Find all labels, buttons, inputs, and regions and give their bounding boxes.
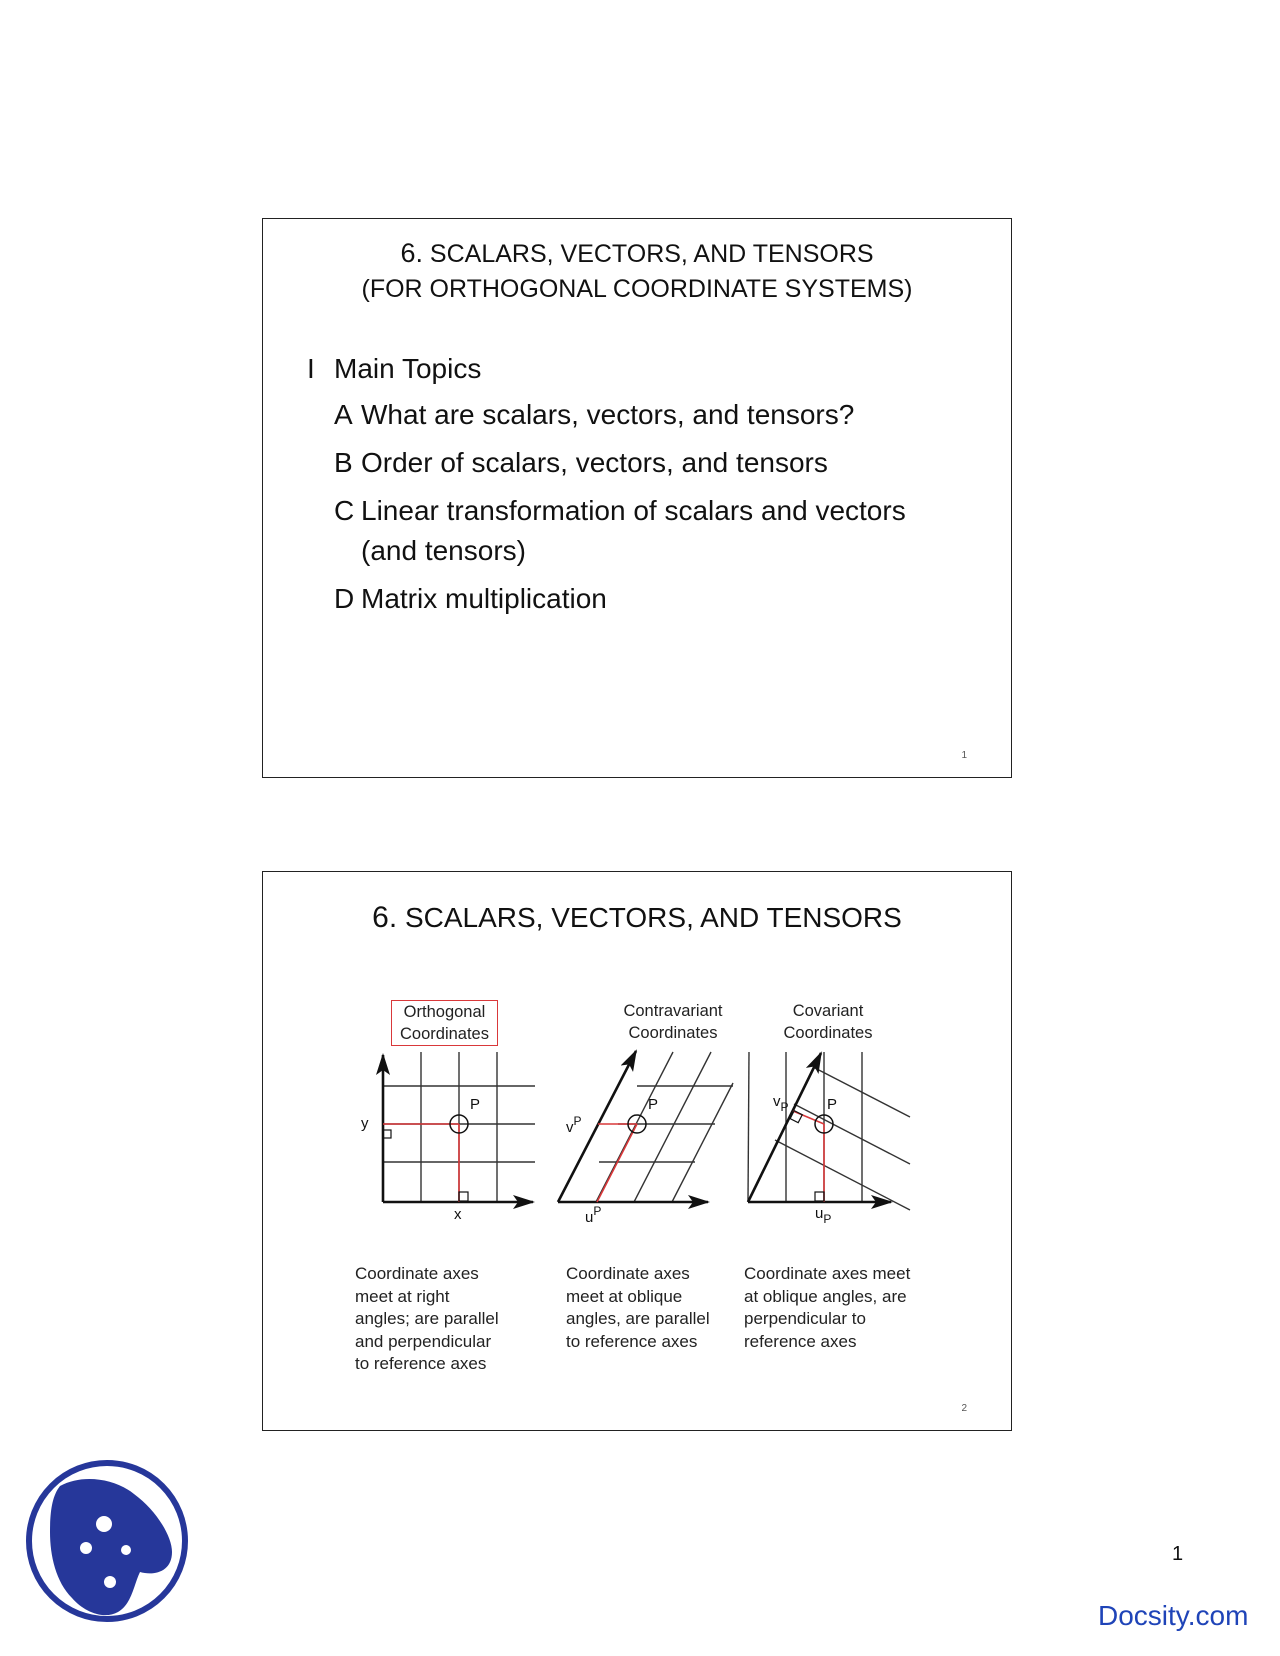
topic-c: C Linear transformation of scalars and vectors: [334, 495, 906, 526]
covariant-u-label: $u_P$: [815, 1205, 832, 1226]
covariant-p-label: P: [827, 1096, 838, 1113]
contravariant-p-label: P: [648, 1096, 659, 1113]
page-number: 1: [1172, 1543, 1184, 1565]
covariant-caption: Coordinate axes meet at oblique angles, are perpendicular to reference axes: [744, 1264, 911, 1351]
slide-1-subtitle: (FOR ORTHOGONAL COORDINATE SYSTEMS): [361, 275, 913, 303]
contravariant-u-label: $u^P$: [585, 1204, 602, 1226]
contravariant-label: Contravariant Coordinates: [623, 1002, 723, 1042]
topic-d: D Matrix multiplication: [334, 583, 607, 614]
orthogonal-p-label: P: [470, 1096, 481, 1113]
covariant-diagram: [748, 1052, 910, 1226]
slide-2-number: 2: [961, 1403, 967, 1414]
covariant-v-label: $v_P$: [773, 1093, 789, 1114]
orthogonal-diagram: [361, 1052, 535, 1223]
covariant-label: Covariant Coordinates: [783, 1002, 873, 1042]
contravariant-caption: Coordinate axes meet at oblique angles, are parallel to reference axes: [566, 1264, 710, 1351]
orthogonal-caption: Coordinate axes meet at right angles; are parallel and perpendicular to reference axes: [355, 1264, 499, 1373]
orthogonal-x-label: x: [454, 1206, 462, 1223]
slide-2: [262, 871, 1012, 1431]
orthogonal-y-label: y: [361, 1115, 369, 1132]
topic-a: A What are scalars, vectors, and tensors?: [334, 399, 855, 430]
contravariant-diagram: [558, 1051, 733, 1226]
slide-2-title: 6. SCALARS, VECTORS, AND TENSORS: [372, 901, 902, 934]
slide-1-number: 1: [961, 750, 967, 761]
docsity-link[interactable]: Docsity.com: [1098, 1600, 1249, 1631]
docsity-logo-icon: [22, 1456, 192, 1626]
slide-1-title: 6. SCALARS, VECTORS, AND TENSORS: [400, 238, 874, 268]
topic-c-continuation: (and tensors): [361, 535, 526, 566]
contravariant-v-label: $v^P$: [566, 1114, 582, 1136]
slide-1: [262, 218, 1012, 778]
main-topics-heading: I Main Topics: [307, 353, 482, 384]
topic-b: B Order of scalars, vectors, and tensors: [334, 447, 828, 478]
orthogonal-label: Orthogonal Coordinates: [391, 1000, 498, 1046]
